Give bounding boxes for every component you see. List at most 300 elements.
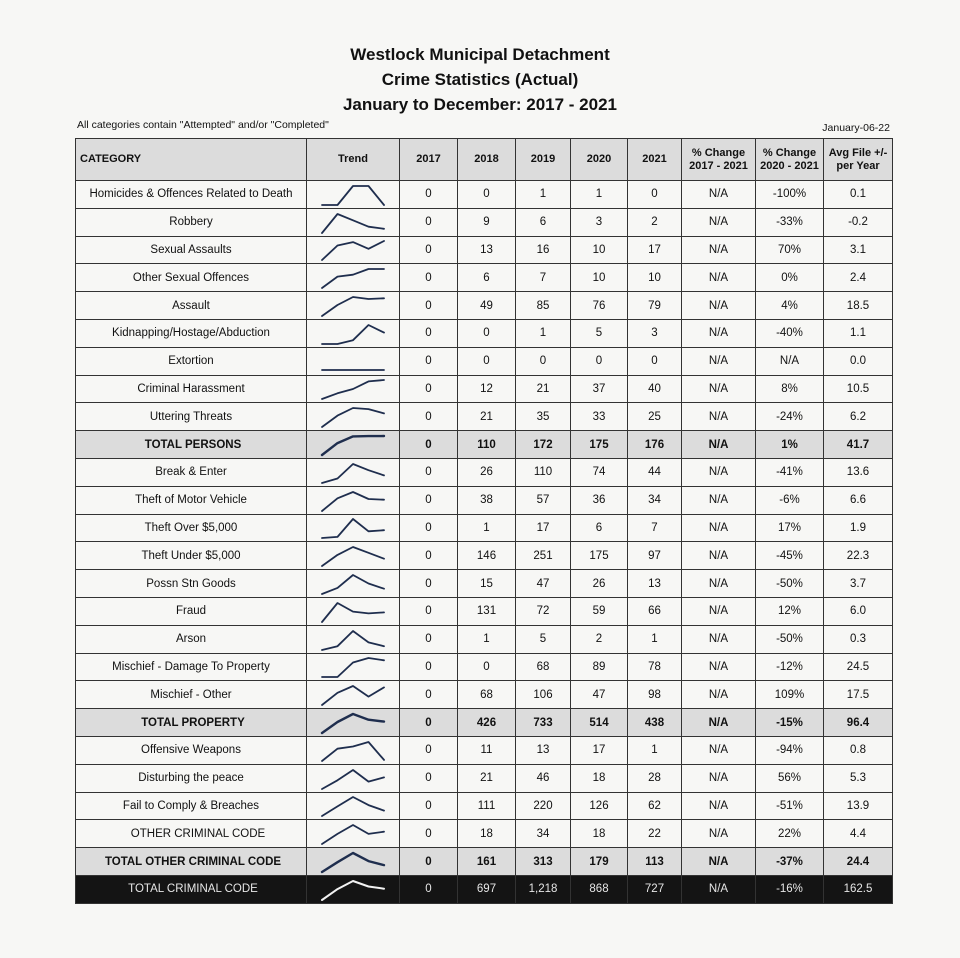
change-2020-2021: 0%	[756, 264, 824, 292]
value-2019: 251	[516, 542, 571, 570]
value-2018: 1	[458, 625, 516, 653]
value-2021: 2	[628, 208, 682, 236]
trend-line	[322, 492, 384, 511]
change-2020-2021: -41%	[756, 458, 824, 486]
trend-sparkline	[319, 711, 387, 735]
value-2019: 57	[516, 486, 571, 514]
value-2019: 110	[516, 458, 571, 486]
value-2020: 17	[571, 736, 628, 764]
category-cell: Fraud	[76, 597, 307, 625]
avg-file-per-year: 162.5	[824, 875, 893, 903]
value-2021: 97	[628, 542, 682, 570]
value-2018: 146	[458, 542, 516, 570]
value-2017: 0	[400, 597, 458, 625]
avg-file-per-year: 41.7	[824, 431, 893, 459]
category-cell: Fail to Comply & Breaches	[76, 792, 307, 820]
trend-line	[322, 408, 384, 427]
value-2021: 0	[628, 181, 682, 209]
change-2017-2021: N/A	[682, 347, 756, 375]
value-2021: 78	[628, 653, 682, 681]
trend-line	[322, 881, 384, 900]
change-2017-2021: N/A	[682, 875, 756, 903]
value-2021: 7	[628, 514, 682, 542]
category-cell: Theft Under $5,000	[76, 542, 307, 570]
table-row	[76, 653, 893, 681]
value-2018: 15	[458, 570, 516, 598]
change-2020-2021: -45%	[756, 542, 824, 570]
trend-sparkline	[319, 211, 387, 235]
avg-file-per-year: 13.6	[824, 458, 893, 486]
value-2017: 0	[400, 570, 458, 598]
category-cell: Possn Stn Goods	[76, 570, 307, 598]
value-2019: 35	[516, 403, 571, 431]
trend-sparkline	[319, 600, 387, 624]
change-2020-2021: 109%	[756, 681, 824, 709]
trend-line	[322, 269, 384, 288]
trend-cell	[307, 403, 400, 431]
value-2020: 0	[571, 347, 628, 375]
value-2020: 33	[571, 403, 628, 431]
report-period: January to December: 2017 - 2021	[342, 95, 618, 114]
table-row	[76, 347, 893, 375]
value-2018: 0	[458, 319, 516, 347]
value-2020: 179	[571, 848, 628, 876]
trend-line	[322, 297, 384, 316]
value-2018: 0	[458, 181, 516, 209]
value-2019: 13	[516, 736, 571, 764]
trend-line	[322, 214, 384, 233]
change-2020-2021: -16%	[756, 875, 824, 903]
change-2020-2021: -15%	[756, 709, 824, 737]
change-2020-2021: -40%	[756, 319, 824, 347]
change-2017-2021: N/A	[682, 264, 756, 292]
value-2017: 0	[400, 486, 458, 514]
value-2019: 172	[516, 431, 571, 459]
value-2018: 697	[458, 875, 516, 903]
change-2020-2021: -33%	[756, 208, 824, 236]
avg-file-per-year: 24.4	[824, 848, 893, 876]
trend-cell	[307, 236, 400, 264]
value-2017: 0	[400, 181, 458, 209]
trend-sparkline	[319, 322, 387, 346]
table-row	[76, 403, 893, 431]
avg-file-per-year: 6.0	[824, 597, 893, 625]
avg-file-per-year: 0.0	[824, 347, 893, 375]
avg-file-per-year: 96.4	[824, 709, 893, 737]
value-2021: 1	[628, 736, 682, 764]
trend-line	[322, 464, 384, 483]
value-2018: 1	[458, 514, 516, 542]
value-2019: 85	[516, 292, 571, 320]
value-2020: 36	[571, 486, 628, 514]
trend-cell	[307, 292, 400, 320]
table-row	[76, 709, 893, 737]
trend-line	[322, 742, 384, 761]
value-2017: 0	[400, 820, 458, 848]
change-2017-2021: N/A	[682, 292, 756, 320]
trend-sparkline	[319, 850, 387, 874]
trend-line	[322, 825, 384, 844]
attempted-completed-note: All categories contain "Attempted" and/or "Completed"	[77, 119, 329, 131]
value-2020: 37	[571, 375, 628, 403]
change-2020-2021: N/A	[756, 347, 824, 375]
value-2020: 175	[571, 431, 628, 459]
value-2021: 25	[628, 403, 682, 431]
table-row	[76, 458, 893, 486]
value-2017: 0	[400, 347, 458, 375]
avg-file-per-year: 1.1	[824, 319, 893, 347]
category-cell: TOTAL PROPERTY	[76, 709, 307, 737]
value-2021: 1	[628, 625, 682, 653]
value-2020: 10	[571, 264, 628, 292]
col-header-2020: 2020	[571, 139, 628, 181]
value-2020: 89	[571, 653, 628, 681]
trend-sparkline	[319, 544, 387, 568]
trend-line	[322, 770, 384, 789]
col-header-2019: 2019	[516, 139, 571, 181]
change-2017-2021: N/A	[682, 458, 756, 486]
table-row	[76, 625, 893, 653]
trend-cell	[307, 848, 400, 876]
trend-sparkline	[319, 489, 387, 513]
value-2018: 131	[458, 597, 516, 625]
table-row	[76, 875, 893, 903]
change-2020-2021: 17%	[756, 514, 824, 542]
value-2021: 28	[628, 764, 682, 792]
trend-line	[322, 686, 384, 705]
value-2018: 12	[458, 375, 516, 403]
value-2019: 733	[516, 709, 571, 737]
change-2020-2021: -37%	[756, 848, 824, 876]
avg-file-per-year: 22.3	[824, 542, 893, 570]
col-header-2021: 2021	[628, 139, 682, 181]
value-2019: 220	[516, 792, 571, 820]
table-row	[76, 764, 893, 792]
trend-line	[322, 631, 384, 650]
avg-file-per-year: 17.5	[824, 681, 893, 709]
change-2020-2021: 22%	[756, 820, 824, 848]
category-cell: OTHER CRIMINAL CODE	[76, 820, 307, 848]
value-2017: 0	[400, 875, 458, 903]
value-2020: 2	[571, 625, 628, 653]
value-2019: 6	[516, 208, 571, 236]
table-row	[76, 292, 893, 320]
col-header-category: CATEGORY	[76, 139, 307, 181]
category-cell: Kidnapping/Hostage/Abduction	[76, 319, 307, 347]
value-2019: 313	[516, 848, 571, 876]
col-header-trend: Trend	[307, 139, 400, 181]
trend-sparkline	[319, 767, 387, 791]
change-2017-2021: N/A	[682, 820, 756, 848]
change-2020-2021: -6%	[756, 486, 824, 514]
value-2019: 21	[516, 375, 571, 403]
category-cell: Mischief - Other	[76, 681, 307, 709]
value-2020: 3	[571, 208, 628, 236]
trend-line	[322, 853, 384, 872]
change-2017-2021: N/A	[682, 208, 756, 236]
col-header-change-2020-2021: % Change 2020 - 2021	[756, 139, 824, 181]
change-2017-2021: N/A	[682, 653, 756, 681]
value-2020: 18	[571, 764, 628, 792]
category-cell: Assault	[76, 292, 307, 320]
trend-sparkline	[319, 405, 387, 429]
trend-line	[322, 186, 384, 205]
value-2021: 113	[628, 848, 682, 876]
report-title: Westlock Municipal Detachment	[350, 45, 610, 64]
table-row	[76, 514, 893, 542]
trend-cell	[307, 736, 400, 764]
value-2019: 46	[516, 764, 571, 792]
change-2020-2021: -50%	[756, 625, 824, 653]
trend-sparkline	[319, 461, 387, 485]
change-2020-2021: -100%	[756, 181, 824, 209]
change-2017-2021: N/A	[682, 709, 756, 737]
change-2017-2021: N/A	[682, 403, 756, 431]
trend-cell	[307, 431, 400, 459]
value-2020: 18	[571, 820, 628, 848]
change-2020-2021: -50%	[756, 570, 824, 598]
trend-sparkline	[319, 238, 387, 262]
trend-line	[322, 436, 384, 455]
table-row	[76, 319, 893, 347]
value-2020: 26	[571, 570, 628, 598]
table-row	[76, 597, 893, 625]
avg-file-per-year: 0.1	[824, 181, 893, 209]
value-2020: 868	[571, 875, 628, 903]
value-2018: 38	[458, 486, 516, 514]
value-2019: 1,218	[516, 875, 571, 903]
report-subtitle: Crime Statistics (Actual)	[381, 70, 579, 89]
trend-sparkline	[319, 822, 387, 846]
trend-line	[322, 519, 384, 538]
category-cell: Criminal Harassment	[76, 375, 307, 403]
value-2017: 0	[400, 792, 458, 820]
value-2018: 13	[458, 236, 516, 264]
category-cell: Offensive Weapons	[76, 736, 307, 764]
value-2018: 68	[458, 681, 516, 709]
change-2017-2021: N/A	[682, 375, 756, 403]
value-2020: 47	[571, 681, 628, 709]
value-2019: 47	[516, 570, 571, 598]
value-2020: 10	[571, 236, 628, 264]
value-2018: 21	[458, 403, 516, 431]
trend-cell	[307, 570, 400, 598]
value-2018: 0	[458, 347, 516, 375]
change-2017-2021: N/A	[682, 764, 756, 792]
trend-line	[322, 547, 384, 566]
avg-file-per-year: 0.8	[824, 736, 893, 764]
value-2021: 79	[628, 292, 682, 320]
change-2020-2021: 4%	[756, 292, 824, 320]
trend-cell	[307, 792, 400, 820]
value-2019: 5	[516, 625, 571, 653]
value-2018: 49	[458, 292, 516, 320]
crime-statistics-table	[75, 138, 893, 904]
change-2020-2021: 1%	[756, 431, 824, 459]
value-2020: 1	[571, 181, 628, 209]
value-2020: 76	[571, 292, 628, 320]
value-2021: 62	[628, 792, 682, 820]
trend-cell	[307, 875, 400, 903]
change-2017-2021: N/A	[682, 625, 756, 653]
trend-cell	[307, 181, 400, 209]
category-cell: Mischief - Damage To Property	[76, 653, 307, 681]
value-2018: 26	[458, 458, 516, 486]
change-2017-2021: N/A	[682, 570, 756, 598]
category-cell: Robbery	[76, 208, 307, 236]
change-2017-2021: N/A	[682, 514, 756, 542]
col-header-2017: 2017	[400, 139, 458, 181]
value-2017: 0	[400, 653, 458, 681]
category-cell: TOTAL CRIMINAL CODE	[76, 875, 307, 903]
change-2017-2021: N/A	[682, 181, 756, 209]
value-2017: 0	[400, 764, 458, 792]
avg-file-per-year: 4.4	[824, 820, 893, 848]
trend-cell	[307, 458, 400, 486]
table-row	[76, 486, 893, 514]
value-2017: 0	[400, 431, 458, 459]
trend-line	[322, 603, 384, 622]
value-2018: 6	[458, 264, 516, 292]
change-2017-2021: N/A	[682, 486, 756, 514]
trend-line	[322, 325, 384, 344]
value-2017: 0	[400, 681, 458, 709]
trend-cell	[307, 709, 400, 737]
trend-cell	[307, 319, 400, 347]
value-2017: 0	[400, 709, 458, 737]
change-2020-2021: 12%	[756, 597, 824, 625]
category-cell: Disturbing the peace	[76, 764, 307, 792]
value-2018: 18	[458, 820, 516, 848]
value-2017: 0	[400, 264, 458, 292]
table-row	[76, 208, 893, 236]
trend-sparkline	[319, 878, 387, 902]
avg-file-per-year: 24.5	[824, 653, 893, 681]
value-2019: 106	[516, 681, 571, 709]
change-2017-2021: N/A	[682, 597, 756, 625]
table-row	[76, 431, 893, 459]
value-2021: 40	[628, 375, 682, 403]
table-row	[76, 820, 893, 848]
value-2017: 0	[400, 375, 458, 403]
value-2020: 6	[571, 514, 628, 542]
table-row	[76, 848, 893, 876]
trend-sparkline	[319, 377, 387, 401]
table-row	[76, 570, 893, 598]
change-2017-2021: N/A	[682, 792, 756, 820]
value-2021: 44	[628, 458, 682, 486]
trend-sparkline	[319, 294, 387, 318]
change-2017-2021: N/A	[682, 736, 756, 764]
avg-file-per-year: 13.9	[824, 792, 893, 820]
trend-cell	[307, 597, 400, 625]
category-cell: Other Sexual Offences	[76, 264, 307, 292]
change-2020-2021: 56%	[756, 764, 824, 792]
trend-cell	[307, 208, 400, 236]
value-2018: 0	[458, 653, 516, 681]
change-2017-2021: N/A	[682, 319, 756, 347]
header-row	[76, 139, 893, 181]
trend-sparkline	[319, 350, 387, 374]
trend-line	[322, 575, 384, 594]
avg-file-per-year: 1.9	[824, 514, 893, 542]
col-header-avg-file: Avg File +/- per Year	[824, 139, 893, 181]
trend-line	[322, 797, 384, 816]
value-2019: 68	[516, 653, 571, 681]
value-2019: 1	[516, 319, 571, 347]
col-header-change-2017-2021: % Change 2017 - 2021	[682, 139, 756, 181]
value-2017: 0	[400, 208, 458, 236]
category-cell: TOTAL OTHER CRIMINAL CODE	[76, 848, 307, 876]
value-2018: 9	[458, 208, 516, 236]
table-row	[76, 542, 893, 570]
change-2020-2021: 8%	[756, 375, 824, 403]
avg-file-per-year: 0.3	[824, 625, 893, 653]
trend-sparkline	[319, 739, 387, 763]
value-2017: 0	[400, 848, 458, 876]
trend-sparkline	[319, 266, 387, 290]
value-2021: 176	[628, 431, 682, 459]
change-2020-2021: 70%	[756, 236, 824, 264]
table-row	[76, 236, 893, 264]
value-2020: 175	[571, 542, 628, 570]
value-2021: 727	[628, 875, 682, 903]
trend-line	[322, 714, 384, 733]
value-2017: 0	[400, 292, 458, 320]
value-2019: 16	[516, 236, 571, 264]
value-2017: 0	[400, 736, 458, 764]
trend-sparkline	[319, 183, 387, 207]
avg-file-per-year: 6.6	[824, 486, 893, 514]
avg-file-per-year: 18.5	[824, 292, 893, 320]
table-row	[76, 681, 893, 709]
avg-file-per-year: 6.2	[824, 403, 893, 431]
trend-sparkline	[319, 683, 387, 707]
trend-cell	[307, 681, 400, 709]
trend-cell	[307, 264, 400, 292]
value-2019: 0	[516, 347, 571, 375]
value-2017: 0	[400, 542, 458, 570]
trend-cell	[307, 347, 400, 375]
value-2020: 59	[571, 597, 628, 625]
change-2017-2021: N/A	[682, 431, 756, 459]
change-2020-2021: -94%	[756, 736, 824, 764]
value-2021: 34	[628, 486, 682, 514]
value-2020: 5	[571, 319, 628, 347]
value-2019: 1	[516, 181, 571, 209]
value-2021: 17	[628, 236, 682, 264]
trend-sparkline	[319, 572, 387, 596]
value-2017: 0	[400, 625, 458, 653]
change-2017-2021: N/A	[682, 681, 756, 709]
report-date: January-06-22	[822, 122, 890, 134]
avg-file-per-year: 3.1	[824, 236, 893, 264]
trend-sparkline	[319, 655, 387, 679]
change-2017-2021: N/A	[682, 542, 756, 570]
value-2018: 161	[458, 848, 516, 876]
table-row	[76, 736, 893, 764]
change-2020-2021: -24%	[756, 403, 824, 431]
avg-file-per-year: 5.3	[824, 764, 893, 792]
trend-line	[322, 380, 384, 399]
trend-cell	[307, 542, 400, 570]
change-2020-2021: -51%	[756, 792, 824, 820]
value-2018: 426	[458, 709, 516, 737]
value-2020: 126	[571, 792, 628, 820]
value-2021: 22	[628, 820, 682, 848]
value-2017: 0	[400, 514, 458, 542]
trend-line	[322, 241, 384, 260]
